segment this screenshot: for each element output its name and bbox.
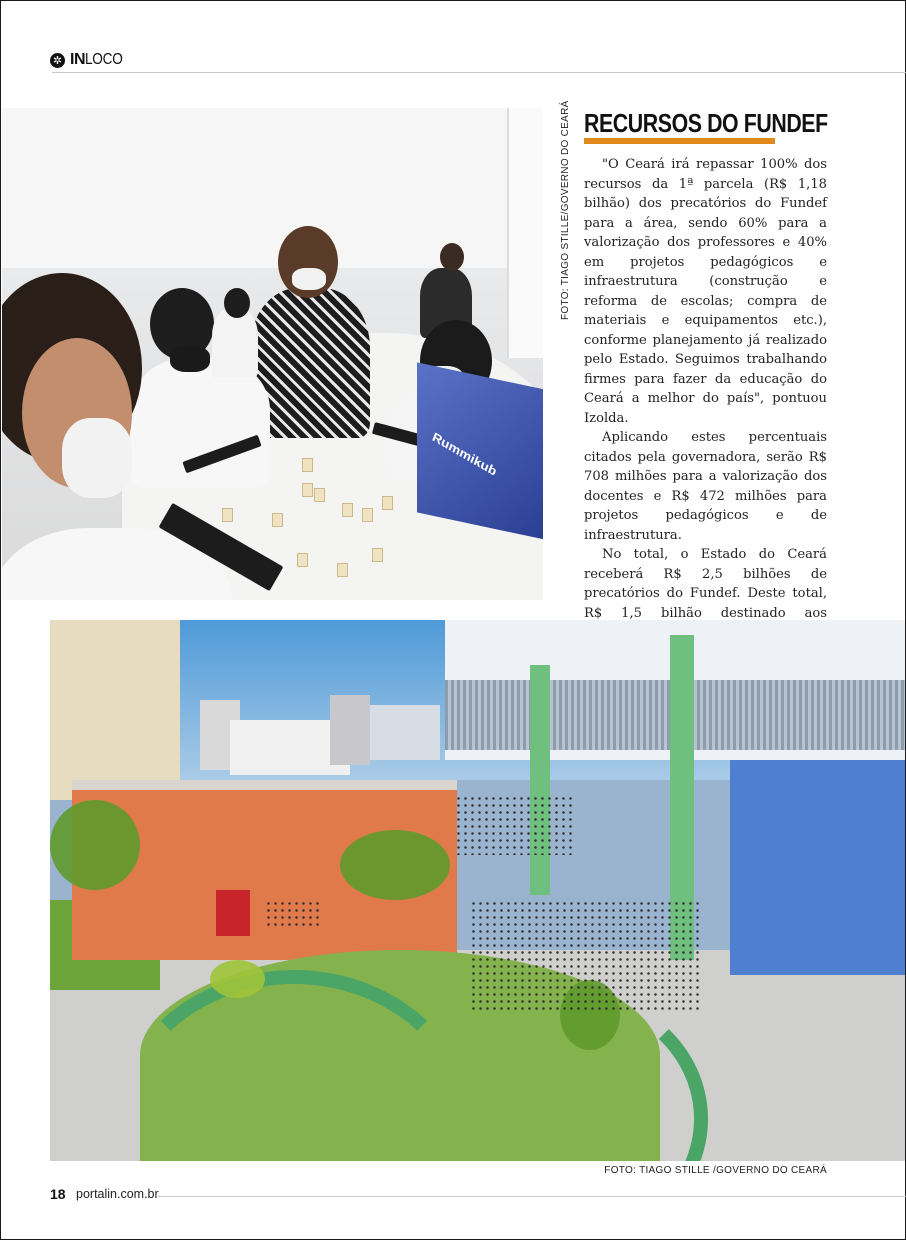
classroom-photo (2, 108, 543, 600)
title-accent-bar (584, 138, 775, 144)
footer-rule (158, 1196, 906, 1197)
article-title: RECURSOS DO FUNDEF (584, 108, 828, 138)
school-courtyard-photo (50, 620, 905, 1161)
star-badge-icon: ✲ (50, 53, 65, 68)
section-header (50, 50, 129, 70)
section-prefix: IN (70, 51, 85, 68)
game-box-label: Rummikub (430, 429, 499, 479)
paragraph: "O Ceará irá repassar 100% dos recursos da 1ª parcela (R$ 1,18 bilhão) dos precatórios do Fundef para a área, sendo 60% para a valorização dos professores e 40% em projetos pedagógicos e infraestrutura (construção e reforma de escolas; compra de materiais e equipamentos etc.), conforme planejamento já realizado pelo Estado. Seguimos trabalhando firmes para fazer da educação do Ceará a melhor do país", pontuou Izolda. (584, 157, 827, 426)
paragraph: No total, o Estado do Ceará receberá R$ 2,5 bilhões de precatórios do Fundef. Deste total, R$ 1,5 bilhão destinado aos (584, 547, 827, 621)
paragraph: Aplicando estes percentuais citados pela governadora, serão R$ 708 milhões para a valorização dos docentes e R$ 472 milhões para projetos pedagógicos e de infraestrutura. (584, 430, 827, 543)
section-suffix: LOCO (85, 51, 123, 68)
site-link[interactable]: portalin.com.br (76, 1187, 159, 1201)
page-number: 18 (50, 1186, 66, 1202)
photo-credit-bottom: FOTO: TIAGO STILLE /GOVERNO DO CEARÁ (604, 1165, 827, 1176)
photo-credit-top: FOTO: TIAGO STILLE/GOVERNO DO CEARÁ (560, 100, 571, 320)
game-box (417, 362, 543, 539)
header-rule (52, 72, 906, 73)
